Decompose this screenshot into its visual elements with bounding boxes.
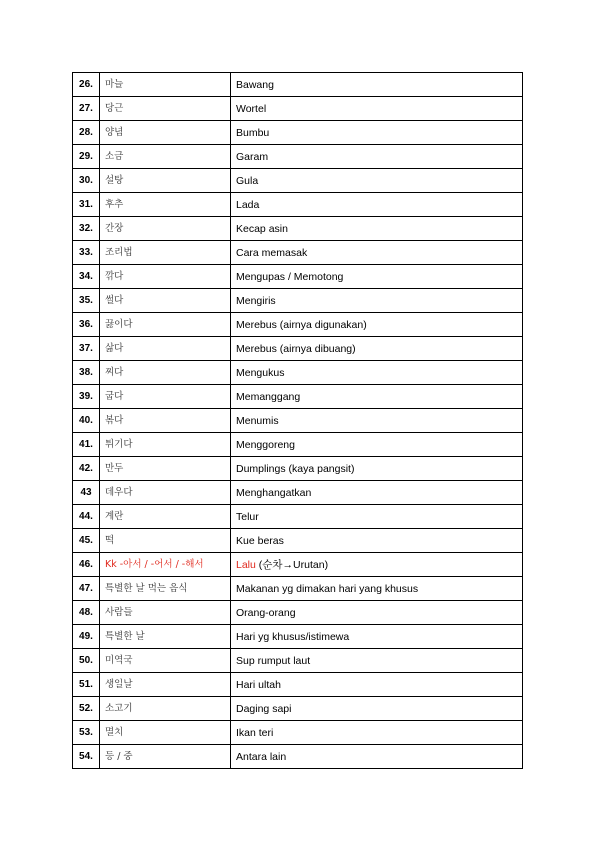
table-row [73,313,523,337]
table-row [73,265,523,289]
table-row [73,409,523,433]
korean-term: 멸치 [100,721,231,745]
row-number: 36. [73,313,100,337]
indonesian-meaning: Dumplings (kaya pangsit) [231,457,523,481]
table-row [73,721,523,745]
indonesian-meaning: Hari yg khusus/istimewa [231,625,523,649]
row-number: 32. [73,217,100,241]
indonesian-meaning: Garam [231,145,523,169]
indonesian-meaning: Makanan yg dimakan hari yang khusus [231,577,523,601]
row-number: 51. [73,673,100,697]
row-number: 43 [73,481,100,505]
indonesian-meaning: Menggoreng [231,433,523,457]
korean-term: 마늘 [100,73,231,97]
row-number: 52. [73,697,100,721]
korean-term: 소고기 [100,697,231,721]
korean-term: 볶다 [100,409,231,433]
vocabulary-table-body [73,73,523,769]
row-number: 34. [73,265,100,289]
indonesian-meaning: Mengiris [231,289,523,313]
table-row [73,745,523,769]
korean-term: 튀기다 [100,433,231,457]
indonesian-meaning: Cara memasak [231,241,523,265]
korean-term: 미역국 [100,649,231,673]
row-number: 50. [73,649,100,673]
table-row [73,121,523,145]
row-number: 26. [73,73,100,97]
indonesian-meaning: Merebus (airnya digunakan) [231,313,523,337]
indonesian-meaning: Lada [231,193,523,217]
vocabulary-table [72,72,523,769]
indonesian-meaning: Menghangatkan [231,481,523,505]
row-number: 40. [73,409,100,433]
indonesian-meaning: Antara lain [231,745,523,769]
indonesian-meaning: Gula [231,169,523,193]
table-row-highlighted [73,553,523,577]
indonesian-meaning: Kecap asin [231,217,523,241]
row-number: 46. [73,553,100,577]
indonesian-meaning: Ikan teri [231,721,523,745]
korean-term: 설탕 [100,169,231,193]
indonesian-meaning: Hari ultah [231,673,523,697]
table-row [73,361,523,385]
row-number: 31. [73,193,100,217]
korean-term: 간장 [100,217,231,241]
korean-term: 데우다 [100,481,231,505]
korean-term: 양념 [100,121,231,145]
indonesian-meaning: Mengukus [231,361,523,385]
table-row [73,649,523,673]
indonesian-meaning: Merebus (airnya dibuang) [231,337,523,361]
indonesian-meaning: Bawang [231,73,523,97]
table-row [73,505,523,529]
row-number: 27. [73,97,100,121]
row-number: 33. [73,241,100,265]
korean-term: 특별한 날 먹는 음식 [100,577,231,601]
table-row [73,73,523,97]
korean-term: 만두 [100,457,231,481]
row-number: 45. [73,529,100,553]
table-row [73,481,523,505]
table-row [73,433,523,457]
row-number: 30. [73,169,100,193]
indonesian-meaning: Bumbu [231,121,523,145]
indonesian-meaning: Sup rumput laut [231,649,523,673]
row-number: 38. [73,361,100,385]
korean-term: 특별한 날 [100,625,231,649]
table-row [73,145,523,169]
korean-term: 깎다 [100,265,231,289]
korean-term: 소금 [100,145,231,169]
table-row [73,385,523,409]
korean-term: 찌다 [100,361,231,385]
indonesian-meaning: Mengupas / Memotong [231,265,523,289]
table-row [73,337,523,361]
row-number: 37. [73,337,100,361]
table-row [73,217,523,241]
korean-term: 끓이다 [100,313,231,337]
meaning-note: (순차→Urutan) [255,558,329,571]
row-number: 42. [73,457,100,481]
row-number: 49. [73,625,100,649]
korean-term: 당근 [100,97,231,121]
row-number: 41. [73,433,100,457]
row-number: 35. [73,289,100,313]
table-row [73,97,523,121]
row-number: 53. [73,721,100,745]
indonesian-meaning: Telur [231,505,523,529]
table-row [73,289,523,313]
indonesian-meaning: Orang-orang [231,601,523,625]
korean-term: Kk -아서 / -어서 / -해서 [100,553,231,577]
table-row [73,577,523,601]
table-row [73,241,523,265]
indonesian-meaning: Memanggang [231,385,523,409]
korean-term: 썰다 [100,289,231,313]
indonesian-meaning [231,553,523,577]
korean-term: 삶다 [100,337,231,361]
indonesian-meaning: Menumis [231,409,523,433]
row-number: 39. [73,385,100,409]
table-row [73,169,523,193]
table-row [73,673,523,697]
korean-term: 생일날 [100,673,231,697]
korean-term: 조리법 [100,241,231,265]
korean-term: 후추 [100,193,231,217]
korean-term: 계란 [100,505,231,529]
table-row [73,625,523,649]
row-number: 48. [73,601,100,625]
table-row [73,529,523,553]
indonesian-meaning: Daging sapi [231,697,523,721]
korean-term: 떡 [100,529,231,553]
indonesian-meaning: Wortel [231,97,523,121]
row-number: 28. [73,121,100,145]
table-row [73,697,523,721]
korean-term: 굽다 [100,385,231,409]
indonesian-meaning: Kue beras [231,529,523,553]
meaning-highlight: Lalu [236,558,256,571]
korean-term: 등 / 중 [100,745,231,769]
table-row [73,193,523,217]
korean-term: 사람들 [100,601,231,625]
table-row [73,457,523,481]
row-number: 54. [73,745,100,769]
row-number: 29. [73,145,100,169]
row-number: 44. [73,505,100,529]
table-row [73,601,523,625]
row-number: 47. [73,577,100,601]
